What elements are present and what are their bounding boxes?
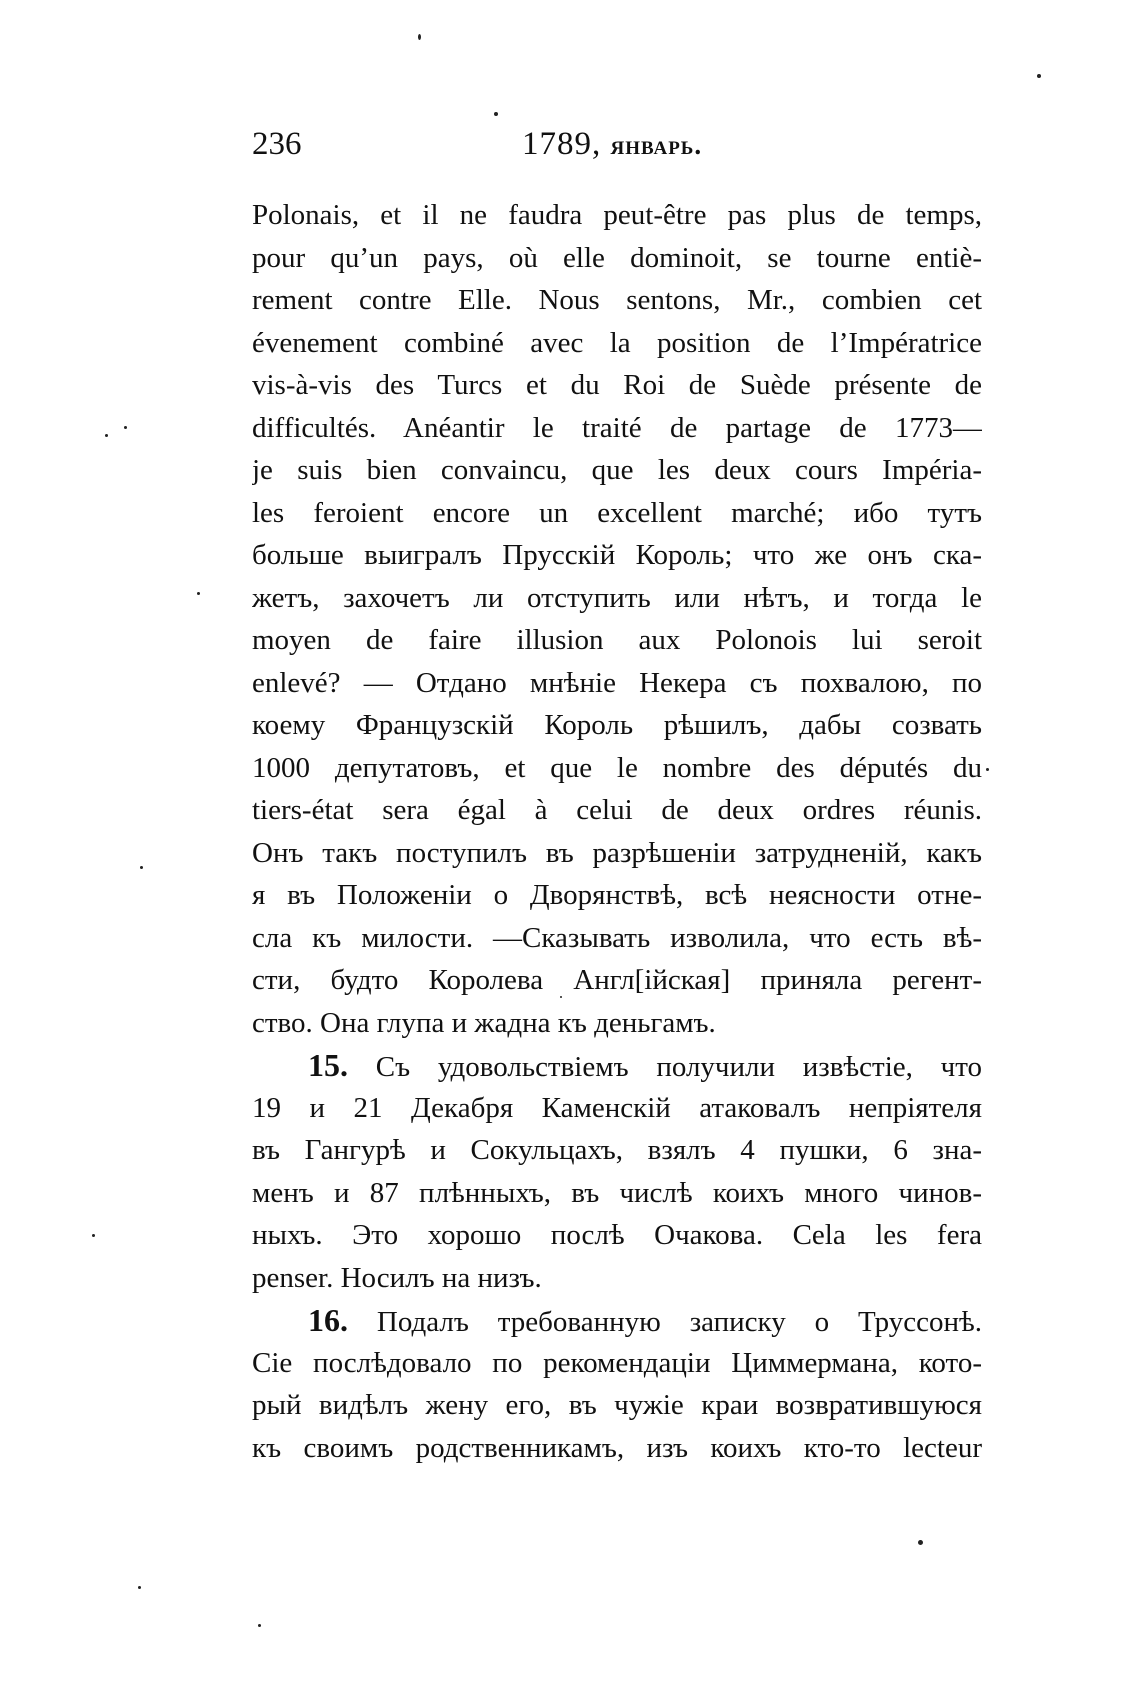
text-line: je suis bien convaincu, que les deux cours Impéria- [252,454,982,486]
scan-speck [1037,74,1041,78]
scan-speck [124,426,127,429]
text-line: tiers-état sera égal à celui de deux ordres réunis. [252,794,982,826]
entry-16-first-line [252,1299,982,1342]
text-line: я въ Положеніи о Дворянствѣ, всѣ неясности отне- [252,879,982,911]
running-head [522,122,702,167]
entry-15-first-text: Съ удовольствіемъ получили извѣстіе, что [375,1051,982,1083]
text-line: rement contre Elle. Nous sentons, Mr., combien cet [252,284,982,316]
scan-speck [986,768,989,771]
text-line: ство. Она глупа и жадна къ деньгамъ. [252,1006,716,1039]
text-line: сла къ милости. —Сказывать изволила, что есть вѣ- [252,921,982,954]
scan-speck [560,996,562,998]
entry-16-line: Сіе послѣдовало по рекомендаціи Циммермана, кото- [252,1346,982,1379]
entry-16-first-text: Подалъ требованную записку о Труссонѣ. [376,1306,982,1338]
text-line: difficultés. Anéantir le traité de partage de 1773— [252,411,982,444]
text-line: évenement combiné avec la position de l’Impératrice [252,326,982,359]
text-line: коему Французскій Король рѣшилъ, дабы созвать [252,709,982,741]
scan-speck [197,592,200,595]
text-line: Polonais, et il ne faudra peut-être pas plus de temps, [252,199,982,231]
page-header [252,122,982,166]
running-head-year: 1789, [522,126,602,162]
scan-speck [258,1624,261,1627]
scan-speck [140,866,143,869]
text-line: moyen de faire illusion aux Polonois lui seroit [252,624,982,656]
text-line: pour qu’un pays, où elle dominoit, se tourne entiè- [252,241,982,274]
text-line: les feroient encore un excellent marché; ибо тутъ [252,496,982,529]
scan-speck [494,112,498,116]
scan-speck [138,1586,141,1589]
entry-16-line: къ своимъ родственникамъ, изъ коихъ кто-то lecteur [252,1431,982,1464]
text-line: больше выигралъ Прусскій Король; что же онъ ска- [252,539,982,571]
entry-15-line: penser. Носилъ на низъ. [252,1261,542,1294]
entry-15-line: ныхъ. Это хорошо послѣ Очакова. Cela les fera [252,1219,982,1251]
entry-15-line: менъ и 87 плѣнныхъ, въ числѣ коихъ много чинов- [252,1176,982,1209]
text-line: enlevé? — Отдано мнѣніе Некера съ похвалою, по [252,666,982,699]
scan-speck [918,1540,923,1545]
entry-16-number: 16. [308,1302,348,1338]
scan-speck [418,34,421,40]
text-line: жетъ, захочетъ ли отступить или нѣтъ, и тогда le [252,581,982,614]
text-line: сти, будто Королева Англ[ійская] приняла регент- [252,964,982,996]
page-number: 236 [252,126,302,162]
entry-15-line: въ Гангурѣ и Сокульцахъ, взялъ 4 пушки, 6 зна- [252,1134,982,1166]
body-text [252,194,982,1469]
scan-speck [105,434,108,437]
text-line: vis-à-vis des Turcs et du Roi de Suède présente de [252,369,982,401]
entry-15-first-line [252,1044,982,1087]
scan-speck [92,1234,95,1237]
entry-16-line: рый видѣлъ жену его, въ чужіе краи возвратившуюся [252,1389,982,1421]
running-head-month: январь. [610,130,703,160]
entry-15-number: 15. [308,1047,348,1083]
text-line: Онъ такъ поступилъ въ разрѣшеніи затрудненій, какъ [252,836,982,869]
text-line: 1000 депутатовъ, et que le nombre des députés du [252,751,982,784]
entry-15-line: 19 и 21 Декабря Каменскій атаковалъ непріятеля [252,1091,982,1124]
